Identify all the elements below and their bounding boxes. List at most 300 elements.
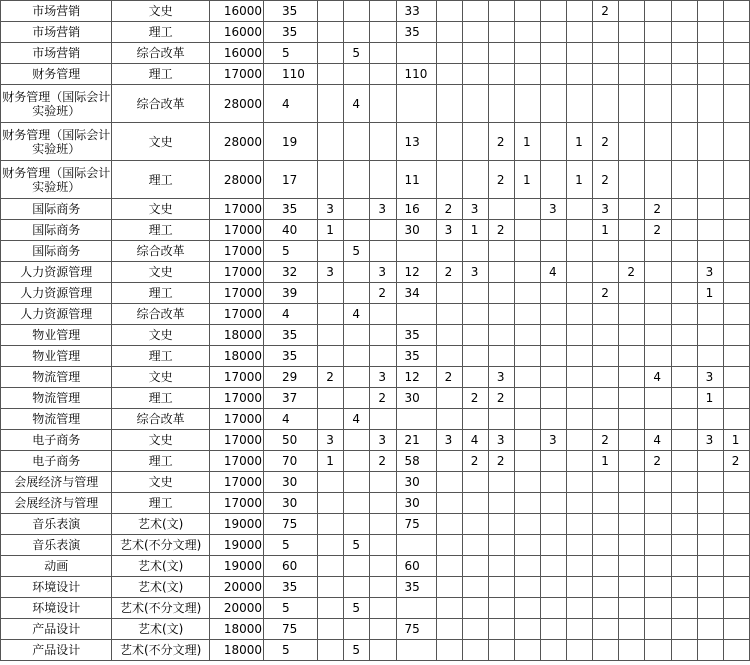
- province-count-cell: 35: [396, 346, 436, 367]
- province-count-cell: [514, 220, 540, 241]
- province-count-cell: 3: [488, 430, 514, 451]
- province-count-cell: [645, 85, 671, 123]
- province-count-cell: [462, 85, 488, 123]
- tuition-cell: 20000: [209, 598, 263, 619]
- category-cell: 理工: [112, 493, 209, 514]
- province-count-cell: [671, 451, 697, 472]
- province-count-cell: [541, 325, 567, 346]
- province-count-cell: [436, 409, 462, 430]
- province-count-cell: 2: [462, 388, 488, 409]
- province-count-cell: 4: [462, 430, 488, 451]
- province-count-cell: [436, 123, 462, 161]
- plan-total-cell: 4: [264, 409, 318, 430]
- province-count-cell: 4: [344, 85, 370, 123]
- province-count-cell: [697, 577, 723, 598]
- province-count-cell: [541, 598, 567, 619]
- plan-total-cell: 35: [264, 325, 318, 346]
- province-count-cell: [436, 535, 462, 556]
- province-count-cell: [514, 367, 540, 388]
- province-count-cell: [645, 64, 671, 85]
- province-count-cell: [396, 85, 436, 123]
- province-count-cell: [488, 409, 514, 430]
- table-row: [1, 493, 750, 514]
- province-count-cell: [567, 514, 593, 535]
- province-count-cell: 58: [396, 451, 436, 472]
- province-count-cell: [541, 220, 567, 241]
- province-count-cell: 11: [396, 161, 436, 199]
- province-count-cell: [593, 85, 619, 123]
- province-count-cell: 33: [396, 1, 436, 22]
- province-count-cell: [619, 430, 645, 451]
- province-count-cell: 4: [645, 367, 671, 388]
- province-count-cell: [697, 64, 723, 85]
- province-count-cell: [436, 241, 462, 262]
- province-count-cell: [344, 430, 370, 451]
- province-count-cell: [344, 577, 370, 598]
- province-count-cell: [541, 241, 567, 262]
- province-count-cell: [593, 22, 619, 43]
- category-cell: 艺术(文): [112, 556, 209, 577]
- province-count-cell: [697, 325, 723, 346]
- table-row: [1, 535, 750, 556]
- major-cell: 会展经济与管理: [1, 472, 112, 493]
- province-count-cell: [567, 577, 593, 598]
- province-count-cell: 30: [396, 493, 436, 514]
- province-count-cell: [514, 598, 540, 619]
- province-count-cell: [671, 262, 697, 283]
- province-count-cell: [567, 493, 593, 514]
- province-count-cell: [723, 1, 749, 22]
- province-count-cell: [593, 304, 619, 325]
- major-cell: 人力资源管理: [1, 283, 112, 304]
- province-count-cell: [370, 325, 396, 346]
- table-row: [1, 409, 750, 430]
- province-count-cell: [436, 493, 462, 514]
- province-count-cell: [541, 22, 567, 43]
- province-count-cell: [671, 123, 697, 161]
- province-count-cell: [541, 493, 567, 514]
- major-cell: 会展经济与管理: [1, 493, 112, 514]
- province-count-cell: [318, 640, 344, 661]
- province-count-cell: [723, 22, 749, 43]
- province-count-cell: [723, 199, 749, 220]
- province-count-cell: [619, 388, 645, 409]
- province-count-cell: [671, 64, 697, 85]
- plan-total-cell: 17: [264, 161, 318, 199]
- major-cell: 财务管理（国际会计实验班）: [1, 85, 112, 123]
- plan-total-cell: 32: [264, 262, 318, 283]
- province-count-cell: [488, 43, 514, 64]
- province-count-cell: [462, 619, 488, 640]
- province-count-cell: [697, 199, 723, 220]
- province-count-cell: [619, 556, 645, 577]
- province-count-cell: 2: [593, 123, 619, 161]
- province-count-cell: 2: [619, 262, 645, 283]
- province-count-cell: [697, 556, 723, 577]
- province-count-cell: [344, 472, 370, 493]
- province-count-cell: [488, 304, 514, 325]
- province-count-cell: [723, 346, 749, 367]
- province-count-cell: 5: [344, 535, 370, 556]
- province-count-cell: [567, 535, 593, 556]
- category-cell: 文史: [112, 1, 209, 22]
- province-count-cell: [462, 22, 488, 43]
- province-count-cell: [370, 619, 396, 640]
- plan-total-cell: 5: [264, 535, 318, 556]
- province-count-cell: [671, 161, 697, 199]
- province-count-cell: 3: [541, 430, 567, 451]
- province-count-cell: [462, 535, 488, 556]
- category-cell: 文史: [112, 123, 209, 161]
- category-cell: 文史: [112, 430, 209, 451]
- table-row: [1, 304, 750, 325]
- province-count-cell: [462, 1, 488, 22]
- province-count-cell: [318, 577, 344, 598]
- province-count-cell: [370, 241, 396, 262]
- province-count-cell: 35: [396, 325, 436, 346]
- province-count-cell: 2: [645, 451, 671, 472]
- province-count-cell: 2: [370, 283, 396, 304]
- province-count-cell: [645, 409, 671, 430]
- category-cell: 艺术(不分文理): [112, 535, 209, 556]
- province-count-cell: 75: [396, 619, 436, 640]
- province-count-cell: [697, 493, 723, 514]
- province-count-cell: [488, 556, 514, 577]
- category-cell: 理工: [112, 161, 209, 199]
- province-count-cell: 30: [396, 388, 436, 409]
- province-count-cell: [671, 43, 697, 64]
- province-count-cell: [593, 262, 619, 283]
- tuition-cell: 28000: [209, 161, 263, 199]
- province-count-cell: [671, 388, 697, 409]
- province-count-cell: [567, 64, 593, 85]
- province-count-cell: [593, 388, 619, 409]
- province-count-cell: [567, 85, 593, 123]
- province-count-cell: [514, 346, 540, 367]
- category-cell: 文史: [112, 472, 209, 493]
- tuition-cell: 17000: [209, 367, 263, 388]
- tuition-cell: 16000: [209, 1, 263, 22]
- province-count-cell: [619, 283, 645, 304]
- province-count-cell: 12: [396, 262, 436, 283]
- province-count-cell: [318, 283, 344, 304]
- province-count-cell: [344, 346, 370, 367]
- province-count-cell: [593, 640, 619, 661]
- table-row: [1, 514, 750, 535]
- province-count-cell: [396, 598, 436, 619]
- province-count-cell: 30: [396, 472, 436, 493]
- tuition-cell: 17000: [209, 409, 263, 430]
- province-count-cell: 3: [318, 430, 344, 451]
- province-count-cell: [370, 1, 396, 22]
- province-count-cell: [488, 325, 514, 346]
- province-count-cell: [671, 430, 697, 451]
- province-count-cell: [567, 409, 593, 430]
- province-count-cell: [567, 22, 593, 43]
- province-count-cell: 2: [723, 451, 749, 472]
- province-count-cell: [370, 161, 396, 199]
- category-cell: 文史: [112, 262, 209, 283]
- major-cell: 市场营销: [1, 43, 112, 64]
- category-cell: 综合改革: [112, 409, 209, 430]
- province-count-cell: [514, 409, 540, 430]
- province-count-cell: [370, 556, 396, 577]
- major-cell: 产品设计: [1, 640, 112, 661]
- province-count-cell: [344, 220, 370, 241]
- province-count-cell: [671, 598, 697, 619]
- province-count-cell: [344, 22, 370, 43]
- province-count-cell: [645, 346, 671, 367]
- province-count-cell: [514, 1, 540, 22]
- province-count-cell: [723, 640, 749, 661]
- province-count-cell: [541, 1, 567, 22]
- province-count-cell: [619, 22, 645, 43]
- major-cell: 人力资源管理: [1, 304, 112, 325]
- province-count-cell: 60: [396, 556, 436, 577]
- table-row: [1, 1, 750, 22]
- province-count-cell: [723, 220, 749, 241]
- province-count-cell: [593, 514, 619, 535]
- province-count-cell: 4: [344, 304, 370, 325]
- province-count-cell: 2: [370, 388, 396, 409]
- province-count-cell: 3: [462, 199, 488, 220]
- province-count-cell: [567, 43, 593, 64]
- tuition-cell: 17000: [209, 451, 263, 472]
- tuition-cell: 19000: [209, 556, 263, 577]
- province-count-cell: [370, 640, 396, 661]
- province-count-cell: [723, 283, 749, 304]
- province-count-cell: [723, 85, 749, 123]
- major-cell: 物流管理: [1, 367, 112, 388]
- table-row: [1, 367, 750, 388]
- province-count-cell: [488, 619, 514, 640]
- province-count-cell: 35: [396, 577, 436, 598]
- table-row: [1, 199, 750, 220]
- province-count-cell: [671, 283, 697, 304]
- province-count-cell: [723, 577, 749, 598]
- province-count-cell: 3: [318, 262, 344, 283]
- province-count-cell: [488, 241, 514, 262]
- province-count-cell: [645, 1, 671, 22]
- province-count-cell: [541, 346, 567, 367]
- province-count-cell: [462, 598, 488, 619]
- province-count-cell: [436, 472, 462, 493]
- province-count-cell: [645, 22, 671, 43]
- province-count-cell: 16: [396, 199, 436, 220]
- category-cell: 理工: [112, 346, 209, 367]
- province-count-cell: [488, 598, 514, 619]
- province-count-cell: [541, 123, 567, 161]
- province-count-cell: [436, 640, 462, 661]
- province-count-cell: [462, 241, 488, 262]
- plan-total-cell: 35: [264, 1, 318, 22]
- province-count-cell: [645, 161, 671, 199]
- province-count-cell: [645, 598, 671, 619]
- province-count-cell: 1: [514, 123, 540, 161]
- province-count-cell: 3: [370, 262, 396, 283]
- plan-total-cell: 5: [264, 640, 318, 661]
- province-count-cell: 2: [318, 367, 344, 388]
- tuition-cell: 17000: [209, 430, 263, 451]
- province-count-cell: [593, 346, 619, 367]
- province-count-cell: [436, 85, 462, 123]
- province-count-cell: [723, 493, 749, 514]
- province-count-cell: 2: [462, 451, 488, 472]
- province-count-cell: [436, 43, 462, 64]
- province-count-cell: [645, 262, 671, 283]
- plan-total-cell: 35: [264, 199, 318, 220]
- province-count-cell: 5: [344, 241, 370, 262]
- province-count-cell: [370, 409, 396, 430]
- tuition-cell: 18000: [209, 325, 263, 346]
- province-count-cell: [593, 64, 619, 85]
- province-count-cell: [723, 161, 749, 199]
- province-count-cell: [645, 325, 671, 346]
- plan-total-cell: 5: [264, 241, 318, 262]
- category-cell: 文史: [112, 367, 209, 388]
- plan-total-cell: 4: [264, 304, 318, 325]
- plan-total-cell: 75: [264, 514, 318, 535]
- major-cell: 音乐表演: [1, 535, 112, 556]
- province-count-cell: [318, 619, 344, 640]
- category-cell: 文史: [112, 199, 209, 220]
- tuition-cell: 18000: [209, 640, 263, 661]
- major-cell: 国际商务: [1, 199, 112, 220]
- province-count-cell: 2: [436, 262, 462, 283]
- province-count-cell: [541, 409, 567, 430]
- province-count-cell: [619, 367, 645, 388]
- category-cell: 理工: [112, 64, 209, 85]
- tuition-cell: 18000: [209, 619, 263, 640]
- table-row: [1, 472, 750, 493]
- province-count-cell: [593, 619, 619, 640]
- province-count-cell: [318, 64, 344, 85]
- table-row: [1, 161, 750, 199]
- province-count-cell: [619, 325, 645, 346]
- table-row: [1, 220, 750, 241]
- province-count-cell: [567, 367, 593, 388]
- province-count-cell: [436, 304, 462, 325]
- province-count-cell: [619, 123, 645, 161]
- province-count-cell: 13: [396, 123, 436, 161]
- plan-total-cell: 30: [264, 493, 318, 514]
- province-count-cell: [671, 367, 697, 388]
- major-cell: 物业管理: [1, 325, 112, 346]
- tuition-cell: 17000: [209, 493, 263, 514]
- province-count-cell: 1: [567, 123, 593, 161]
- province-count-cell: [567, 619, 593, 640]
- province-count-cell: [541, 535, 567, 556]
- province-count-cell: [723, 262, 749, 283]
- province-count-cell: [344, 123, 370, 161]
- province-count-cell: [462, 514, 488, 535]
- major-cell: 物流管理: [1, 409, 112, 430]
- plan-total-cell: 35: [264, 577, 318, 598]
- province-count-cell: [671, 22, 697, 43]
- province-count-cell: [396, 241, 436, 262]
- category-cell: 理工: [112, 388, 209, 409]
- province-count-cell: [541, 43, 567, 64]
- province-count-cell: [671, 199, 697, 220]
- province-count-cell: 2: [593, 1, 619, 22]
- province-count-cell: [436, 1, 462, 22]
- province-count-cell: [436, 325, 462, 346]
- tuition-cell: 16000: [209, 43, 263, 64]
- province-count-cell: [436, 388, 462, 409]
- province-count-cell: [318, 304, 344, 325]
- province-count-cell: [514, 304, 540, 325]
- province-count-cell: [488, 22, 514, 43]
- major-cell: 人力资源管理: [1, 262, 112, 283]
- province-count-cell: [488, 577, 514, 598]
- tuition-cell: 17000: [209, 283, 263, 304]
- province-count-cell: [462, 325, 488, 346]
- province-count-cell: [462, 367, 488, 388]
- province-count-cell: 4: [541, 262, 567, 283]
- province-count-cell: [645, 577, 671, 598]
- province-count-cell: 3: [462, 262, 488, 283]
- province-count-cell: [541, 283, 567, 304]
- province-count-cell: [593, 43, 619, 64]
- province-count-cell: [671, 85, 697, 123]
- province-count-cell: [619, 472, 645, 493]
- major-cell: 环境设计: [1, 598, 112, 619]
- plan-total-cell: 50: [264, 430, 318, 451]
- table-row: [1, 123, 750, 161]
- province-count-cell: [645, 514, 671, 535]
- major-cell: 电子商务: [1, 430, 112, 451]
- province-count-cell: [436, 283, 462, 304]
- province-count-cell: [370, 493, 396, 514]
- province-count-cell: [318, 241, 344, 262]
- province-count-cell: [514, 556, 540, 577]
- province-count-cell: [344, 367, 370, 388]
- province-count-cell: [567, 430, 593, 451]
- province-count-cell: [396, 43, 436, 64]
- province-count-cell: 2: [488, 451, 514, 472]
- category-cell: 理工: [112, 283, 209, 304]
- province-count-cell: [593, 472, 619, 493]
- province-count-cell: [645, 493, 671, 514]
- tuition-cell: 16000: [209, 22, 263, 43]
- major-cell: 财务管理（国际会计实验班）: [1, 123, 112, 161]
- province-count-cell: 1: [318, 220, 344, 241]
- province-count-cell: 1: [318, 451, 344, 472]
- province-count-cell: [619, 43, 645, 64]
- province-count-cell: [645, 619, 671, 640]
- province-count-cell: [318, 598, 344, 619]
- province-count-cell: [514, 514, 540, 535]
- province-count-cell: [697, 43, 723, 64]
- category-cell: 综合改革: [112, 43, 209, 64]
- province-count-cell: 3: [436, 430, 462, 451]
- province-count-cell: 34: [396, 283, 436, 304]
- province-count-cell: 3: [541, 199, 567, 220]
- province-count-cell: [619, 241, 645, 262]
- province-count-cell: [514, 241, 540, 262]
- province-count-cell: [488, 262, 514, 283]
- province-count-cell: [567, 640, 593, 661]
- province-count-cell: 21: [396, 430, 436, 451]
- province-count-cell: [593, 535, 619, 556]
- table-row: [1, 640, 750, 661]
- province-count-cell: [671, 493, 697, 514]
- province-count-cell: [671, 346, 697, 367]
- category-cell: 艺术(文): [112, 514, 209, 535]
- category-cell: 艺术(不分文理): [112, 598, 209, 619]
- category-cell: 艺术(不分文理): [112, 640, 209, 661]
- province-count-cell: [593, 577, 619, 598]
